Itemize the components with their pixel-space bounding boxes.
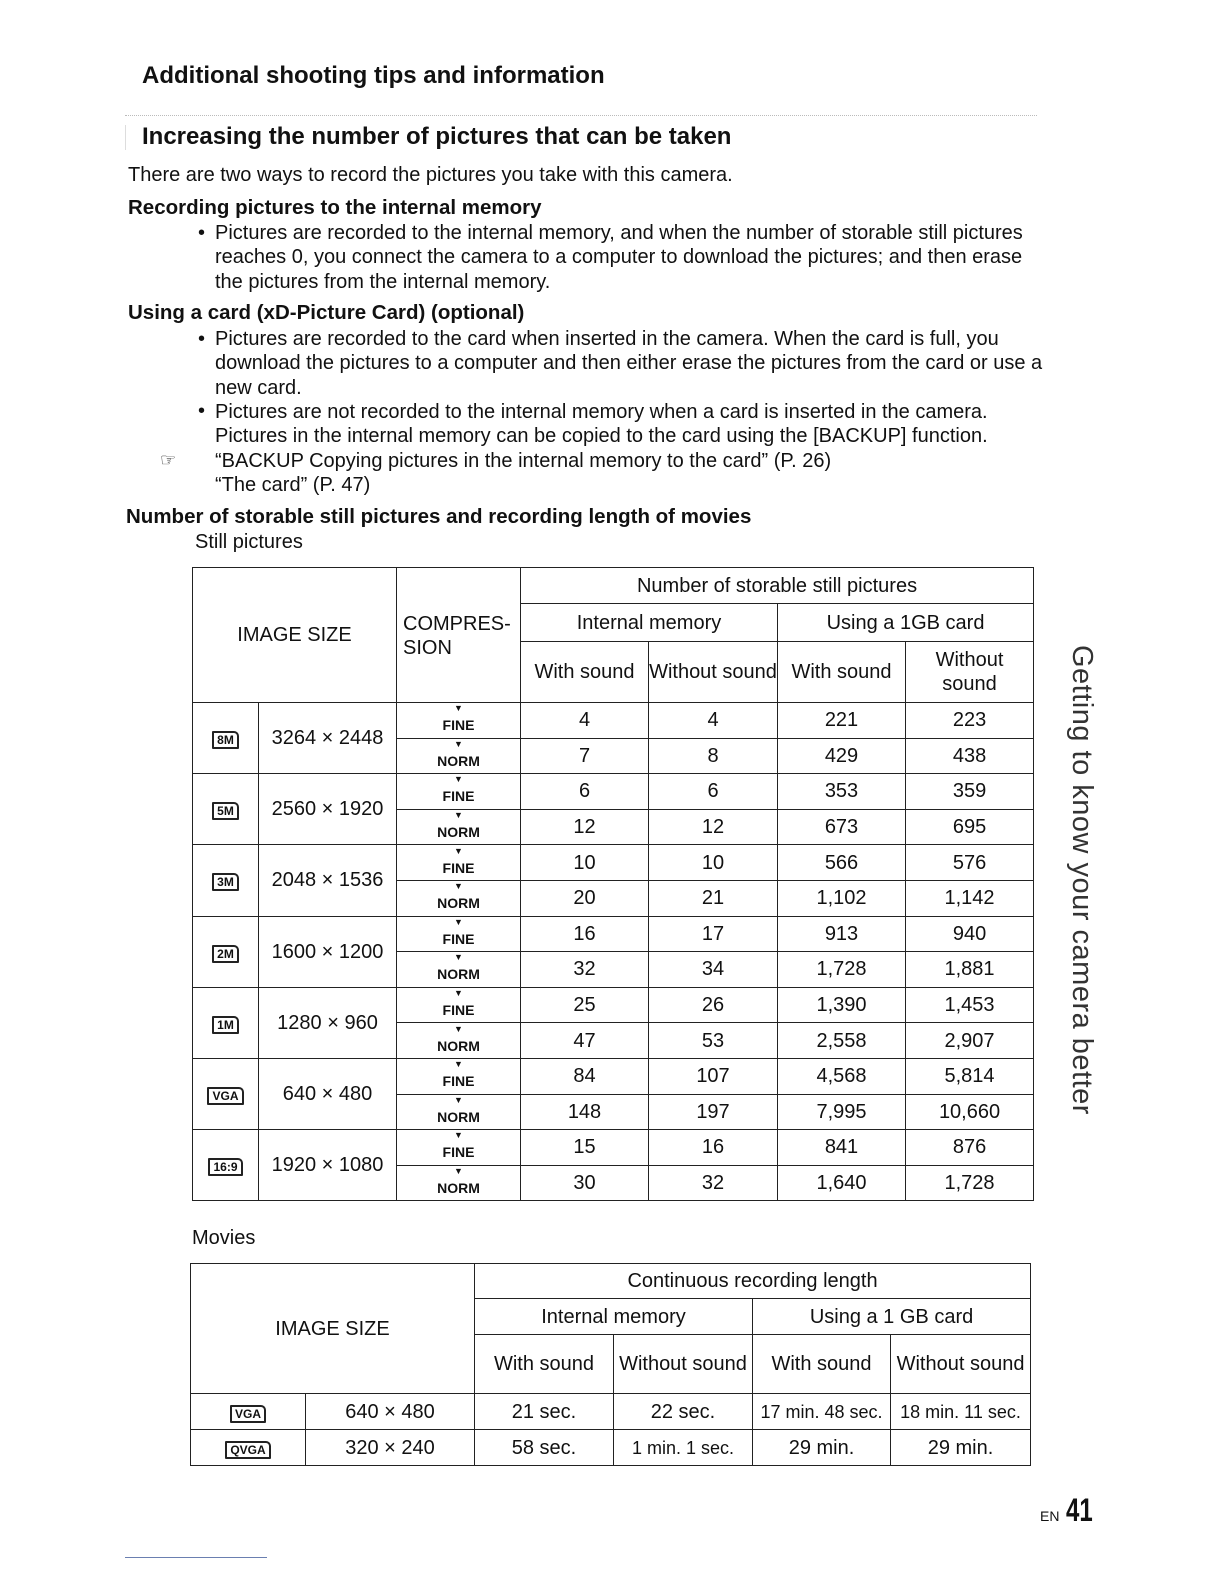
value-cell: 22 sec.: [614, 1394, 753, 1430]
quality-label: NORM: [437, 752, 480, 769]
value-cell: 1,102: [778, 880, 906, 916]
reference-card[interactable]: “The card” (P. 47): [215, 474, 371, 496]
quality-norm: [397, 1165, 521, 1201]
header-without-sound: Without sound: [649, 642, 778, 703]
value-cell: 16: [649, 1130, 778, 1166]
table-row: [193, 845, 1034, 881]
value-cell: 32: [649, 1165, 778, 1201]
arrow-down-icon: ▼: [454, 1166, 463, 1177]
value-cell: 576: [906, 845, 1034, 881]
quality-norm: [397, 1094, 521, 1130]
movies-table: [190, 1263, 1031, 1466]
image-size-icon-cell: [193, 916, 259, 987]
value-cell: 1,728: [906, 1165, 1034, 1201]
bullet: •: [198, 222, 206, 244]
image-size-icon: 16:9: [208, 1158, 242, 1176]
value-cell: 4,568: [778, 1058, 906, 1094]
value-cell: 21 sec.: [475, 1394, 614, 1430]
quality-icon: [397, 1096, 520, 1125]
quality-icon: [397, 989, 520, 1018]
quality-icon: [397, 1060, 520, 1089]
movies-label: Movies: [192, 1227, 256, 1249]
value-cell: 29 min.: [753, 1430, 891, 1466]
header-card: Using a 1GB card: [778, 604, 1034, 642]
header-number: Number of storable still pictures: [521, 568, 1034, 604]
header-card: Using a 1 GB card: [753, 1299, 1031, 1335]
storage-heading: Number of storable still pictures and recording length of movies: [126, 505, 752, 528]
value-cell: 1,453: [906, 987, 1034, 1023]
table-row: [193, 1130, 1034, 1166]
image-size: 640 × 480: [259, 1058, 397, 1129]
quality-icon: [397, 775, 520, 804]
quality-fine: [397, 703, 521, 739]
value-cell: 1,390: [778, 987, 906, 1023]
header-with-sound: With sound: [753, 1335, 891, 1394]
value-cell: 58 sec.: [475, 1430, 614, 1466]
image-size-icon: 8M: [212, 731, 239, 749]
image-size-icon: 1M: [212, 1016, 239, 1034]
header-length: Continuous recording length: [475, 1264, 1031, 1299]
header-with-sound: With sound: [521, 642, 649, 703]
value-cell: 940: [906, 916, 1034, 952]
internal-heading: Recording pictures to the internal memory: [128, 196, 542, 219]
quality-fine: [397, 845, 521, 881]
value-cell: 16: [521, 916, 649, 952]
value-cell: 353: [778, 774, 906, 810]
value-cell: 26: [649, 987, 778, 1023]
image-size-icon: QVGA: [225, 1441, 270, 1459]
quality-label: FINE: [442, 788, 475, 805]
quality-icon: [397, 740, 520, 769]
header-compression: COMPRES- SION: [397, 568, 521, 703]
value-cell: 4: [521, 703, 649, 739]
quality-label: NORM: [437, 966, 480, 983]
arrow-down-icon: ▼: [454, 952, 463, 963]
quality-label: NORM: [437, 1037, 480, 1054]
value-cell: 197: [649, 1094, 778, 1130]
value-cell: 53: [649, 1023, 778, 1059]
image-size: 640 × 480: [306, 1394, 475, 1430]
value-cell: 7: [521, 738, 649, 774]
quality-icon: [397, 918, 520, 947]
value-cell: 566: [778, 845, 906, 881]
quality-label: FINE: [442, 1073, 475, 1090]
quality-icon: [397, 811, 520, 840]
value-cell: 2,907: [906, 1023, 1034, 1059]
section-bar: [125, 125, 126, 150]
value-cell: 5,814: [906, 1058, 1034, 1094]
image-size: 1280 × 960: [259, 987, 397, 1058]
arrow-down-icon: ▼: [454, 810, 463, 821]
image-size: 2560 × 1920: [259, 774, 397, 845]
page-title: Additional shooting tips and information: [142, 62, 605, 89]
reference-backup[interactable]: “BACKUP Copying pictures in the internal memory to the card” (P. 26): [215, 450, 832, 472]
value-cell: 8: [649, 738, 778, 774]
quality-label: NORM: [437, 1180, 480, 1197]
value-cell: 10: [521, 845, 649, 881]
still-label: Still pictures: [195, 531, 303, 553]
value-cell: 1,728: [778, 952, 906, 988]
internal-bullet-1: Pictures are recorded to the internal memory, and when the number of storable still pictures reaches 0, you connect the camera to a computer to download the pictures; and then erase the pictures from the internal memory.: [215, 222, 1023, 293]
value-cell: 34: [649, 952, 778, 988]
image-size-icon-cell: [193, 987, 259, 1058]
reference-hand-icon: ☞: [160, 450, 177, 470]
header-without-sound: Without sound: [891, 1335, 1031, 1394]
value-cell: 1,142: [906, 880, 1034, 916]
quality-fine: [397, 774, 521, 810]
arrow-down-icon: ▼: [454, 774, 463, 785]
quality-label: FINE: [442, 930, 475, 947]
arrow-down-icon: ▼: [454, 916, 463, 927]
image-size-icon-cell: [191, 1430, 306, 1466]
page-number: 41: [1066, 1492, 1093, 1528]
value-cell: 84: [521, 1058, 649, 1094]
quality-norm: [397, 1023, 521, 1059]
image-size-icon: 2M: [212, 945, 239, 963]
image-size-icon: VGA: [230, 1405, 266, 1423]
value-cell: 673: [778, 809, 906, 845]
header-with-sound: With sound: [475, 1335, 614, 1394]
quality-icon: [397, 882, 520, 911]
image-size-icon-cell: [191, 1394, 306, 1430]
image-size-icon-cell: [193, 703, 259, 774]
quality-fine: [397, 1130, 521, 1166]
card-heading: Using a card (xD-Picture Card) (optional): [128, 301, 525, 324]
value-cell: 18 min. 11 sec.: [891, 1394, 1031, 1430]
bullet: •: [198, 328, 206, 350]
card-bullet-2: Pictures are not recorded to the internal memory when a card is inserted in the camera. Pictures in the internal memory can be copied to the card using the [BACKUP] function.: [215, 401, 988, 448]
value-cell: 1,881: [906, 952, 1034, 988]
value-cell: 876: [906, 1130, 1034, 1166]
value-cell: 17: [649, 916, 778, 952]
quality-norm: [397, 809, 521, 845]
quality-icon: [397, 1167, 520, 1196]
page-lang: EN: [1040, 1508, 1060, 1524]
quality-label: FINE: [442, 1002, 475, 1019]
quality-icon: [397, 1025, 520, 1054]
quality-fine: [397, 916, 521, 952]
image-size: 1600 × 1200: [259, 916, 397, 987]
value-cell: 107: [649, 1058, 778, 1094]
quality-label: FINE: [442, 1144, 475, 1161]
arrow-down-icon: ▼: [454, 881, 463, 892]
value-cell: 10,660: [906, 1094, 1034, 1130]
value-cell: 429: [778, 738, 906, 774]
still-pictures-table: [192, 567, 1034, 1201]
quality-fine: [397, 987, 521, 1023]
value-cell: 7,995: [778, 1094, 906, 1130]
quality-label: NORM: [437, 824, 480, 841]
header-image-size: IMAGE SIZE: [193, 568, 397, 703]
value-cell: 47: [521, 1023, 649, 1059]
quality-label: NORM: [437, 1108, 480, 1125]
arrow-down-icon: ▼: [454, 1023, 463, 1034]
image-size-icon-cell: [193, 1058, 259, 1129]
table-row: [193, 987, 1034, 1023]
value-cell: 20: [521, 880, 649, 916]
image-size: 2048 × 1536: [259, 845, 397, 916]
value-cell: 32: [521, 952, 649, 988]
value-cell: 6: [649, 774, 778, 810]
value-cell: 1,640: [778, 1165, 906, 1201]
arrow-down-icon: ▼: [454, 738, 463, 749]
value-cell: 6: [521, 774, 649, 810]
arrow-down-icon: ▼: [454, 845, 463, 856]
quality-label: FINE: [442, 717, 475, 734]
value-cell: 695: [906, 809, 1034, 845]
bullet: •: [198, 400, 206, 422]
table-row: [193, 916, 1034, 952]
value-cell: 223: [906, 703, 1034, 739]
image-size-icon-cell: [193, 1130, 259, 1201]
value-cell: 12: [649, 809, 778, 845]
value-cell: 2,558: [778, 1023, 906, 1059]
header-with-sound: With sound: [778, 642, 906, 703]
quality-norm: [397, 738, 521, 774]
header-internal: Internal memory: [475, 1299, 753, 1335]
quality-fine: [397, 1058, 521, 1094]
value-cell: 15: [521, 1130, 649, 1166]
header-internal: Internal memory: [521, 604, 778, 642]
image-size-icon-cell: [193, 774, 259, 845]
value-cell: 29 min.: [891, 1430, 1031, 1466]
arrow-down-icon: ▼: [454, 988, 463, 999]
table-row: [191, 1430, 1031, 1466]
side-tab-label: Getting to know your camera better: [1066, 645, 1098, 1115]
table-row: [193, 774, 1034, 810]
image-size-icon-cell: [193, 845, 259, 916]
arrow-down-icon: ▼: [454, 1094, 463, 1105]
table-row: [193, 1058, 1034, 1094]
quality-norm: [397, 952, 521, 988]
value-cell: 913: [778, 916, 906, 952]
quality-norm: [397, 880, 521, 916]
arrow-down-icon: ▼: [454, 1059, 463, 1070]
value-cell: 4: [649, 703, 778, 739]
value-cell: 1 min. 1 sec.: [614, 1430, 753, 1466]
value-cell: 438: [906, 738, 1034, 774]
value-cell: 12: [521, 809, 649, 845]
value-cell: 221: [778, 703, 906, 739]
footnote-rule: [125, 1557, 267, 1558]
section-title: Increasing the number of pictures that can be taken: [142, 123, 732, 150]
value-cell: 30: [521, 1165, 649, 1201]
image-size: 1920 × 1080: [259, 1130, 397, 1201]
arrow-down-icon: ▼: [454, 703, 463, 714]
header-image-size: IMAGE SIZE: [191, 1264, 475, 1394]
image-size-icon: 3M: [212, 873, 239, 891]
quality-icon: [397, 847, 520, 876]
card-bullet-1: Pictures are recorded to the card when inserted in the camera. When the card is full, you download the pictures to a computer and then either erase the pictures from the card or use a new card.: [215, 328, 1043, 399]
value-cell: 21: [649, 880, 778, 916]
quality-icon: [397, 1131, 520, 1160]
value-cell: 841: [778, 1130, 906, 1166]
table-row: [191, 1394, 1031, 1430]
header-without-sound: Without sound: [614, 1335, 753, 1394]
quality-icon: [397, 953, 520, 982]
header-without-sound: Without sound: [906, 642, 1034, 703]
quality-icon: [397, 704, 520, 733]
value-cell: 17 min. 48 sec.: [753, 1394, 891, 1430]
image-size-icon: VGA: [207, 1087, 243, 1105]
table-row: [193, 703, 1034, 739]
image-size: 3264 × 2448: [259, 703, 397, 774]
value-cell: 25: [521, 987, 649, 1023]
value-cell: 359: [906, 774, 1034, 810]
image-size: 320 × 240: [306, 1430, 475, 1466]
quality-label: FINE: [442, 859, 475, 876]
arrow-down-icon: ▼: [454, 1130, 463, 1141]
image-size-icon: 5M: [212, 802, 239, 820]
quality-label: NORM: [437, 895, 480, 912]
intro-text: There are two ways to record the pictures you take with this camera.: [128, 164, 733, 186]
value-cell: 10: [649, 845, 778, 881]
divider: [125, 115, 1037, 116]
value-cell: 148: [521, 1094, 649, 1130]
